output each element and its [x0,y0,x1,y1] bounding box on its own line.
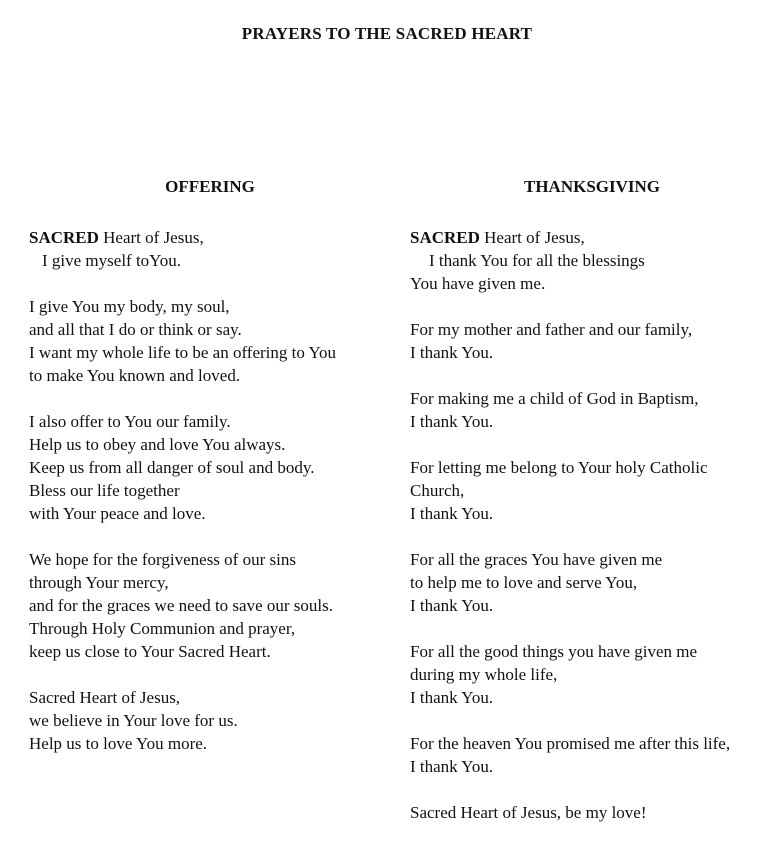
offering-line: I give You my body, my soul, [29,297,230,316]
offering-line: through Your mercy, [29,573,169,592]
offering-column [29,226,389,778]
thanksgiving-stanza [410,548,772,617]
thanksgiving-stanza [410,640,772,709]
thanksgiving-line: Church, [410,481,465,500]
offering-line: and for the graces we need to save our souls. [29,596,334,615]
thanksgiving-line: For making me a child of God in Baptism, [410,389,699,408]
offering-line: keep us close to Your Sacred Heart. [29,642,271,661]
offering-heading: OFFERING [165,177,255,196]
thanksgiving-line: Sacred Heart of Jesus, be my love! [410,803,647,822]
offering-line: We hope for the forgiveness of our sins [29,550,296,569]
thanksgiving-line: I thank You. [410,688,494,707]
offering-line: Help us to love You more. [29,734,208,753]
thanksgiving-line: For all the graces You have given me [410,550,663,569]
offering-line: Bless our life together [29,481,180,500]
thanksgiving-opening-line [410,226,772,249]
page-title: PRAYERS TO THE SACRED HEART [241,24,533,43]
thanksgiving-line: For my mother and father and our family, [410,320,693,339]
thanksgiving-line: to help me to love and serve You, [410,573,638,592]
offering-opening-line [29,226,389,249]
offering-line: we believe in Your love for us. [29,711,238,730]
thanksgiving-line: I thank You. [410,412,494,431]
thanksgiving-line: during my whole life, [410,665,558,684]
offering-line: Through Holy Communion and prayer, [29,619,296,638]
offering-stanza [29,410,389,525]
offering-line: I want my whole life to be an offering to You [29,343,337,362]
thanksgiving-line: For the heaven You promised me after this life, [410,734,731,753]
thanksgiving-stanza [410,318,772,364]
thanksgiving-stanza [410,801,772,824]
thanksgiving-opening-line3: You have given me. [410,274,546,293]
thanksgiving-column [410,226,772,847]
thanksgiving-lead-word: SACRED [410,228,480,247]
offering-opening-rest: Heart of Jesus, [98,228,204,247]
thanksgiving-line: For letting me belong to Your holy Catholic [410,458,708,477]
offering-line: Help us to obey and love You always. [29,435,286,454]
offering-line: I also offer to You our family. [29,412,231,431]
offering-line: Keep us from all danger of soul and body. [29,458,315,477]
thanksgiving-stanza [410,456,772,525]
thanksgiving-opening-line2: I thank You for all the blessings [429,251,645,270]
thanksgiving-stanza [410,387,772,433]
offering-stanza [29,295,389,387]
offering-lead-word: SACRED [29,228,99,247]
thanksgiving-line: I thank You. [410,596,494,615]
thanksgiving-stanza [410,732,772,778]
thanksgiving-opening [410,226,772,295]
offering-line: to make You known and loved. [29,366,241,385]
offering-stanza [29,548,389,663]
offering-line: Sacred Heart of Jesus, [29,688,181,707]
thanksgiving-line: I thank You. [410,757,494,776]
thanksgiving-heading: THANKSGIVING [523,177,661,196]
offering-stanza [29,686,389,755]
offering-opening [29,226,389,272]
thanksgiving-line: I thank You. [410,343,494,362]
offering-opening-line2: I give myself toYou. [42,251,181,270]
thanksgiving-opening-rest: Heart of Jesus, [479,228,585,247]
offering-line: with Your peace and love. [29,504,206,523]
thanksgiving-line: For all the good things you have given me [410,642,698,661]
thanksgiving-line: I thank You. [410,504,494,523]
offering-line: and all that I do or think or say. [29,320,242,339]
